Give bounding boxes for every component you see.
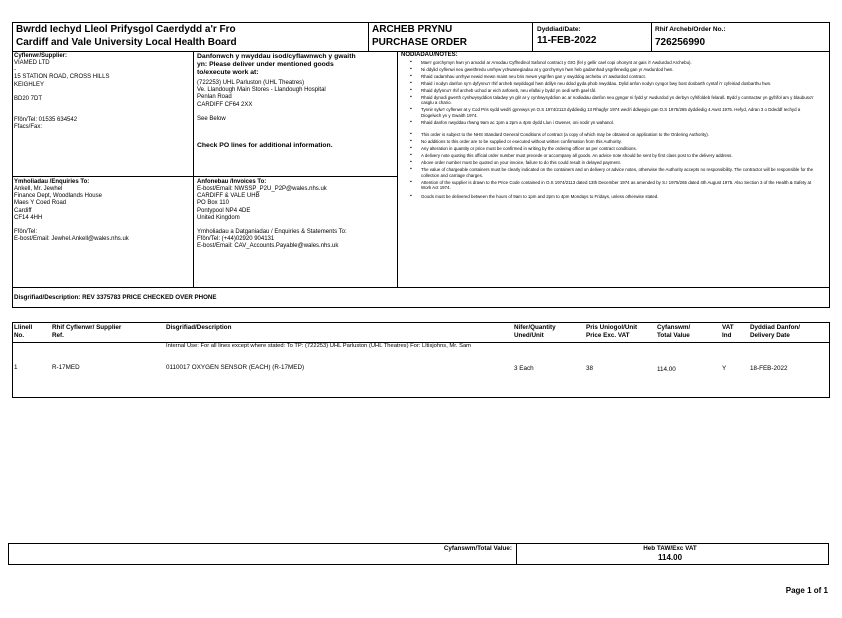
- delivery-line: CARDIFF CF64 2XX: [197, 101, 253, 108]
- invoices-line: PO Box 110: [197, 200, 229, 207]
- doc-title-welsh: ARCHEB PRYNU: [372, 24, 453, 35]
- enquiries-line: Finance Dept, Woodlands House: [14, 193, 102, 200]
- note-item: ▪ Tynnir sylw'r cyflenwr at y Cod Pris sydd wedi'i gynnwys yn O.S 1974/2113 dyddiedig 13 Rhagfyr 1974 wedi'i ddiwygio gan O.S 1975/265 dyddiedig 4 Awst 1975. Hefyd, Adran 3 o Ddeddf Iechyd a Diogelwch yn y Gwaith 1974.: [421, 107, 821, 118]
- enquiries-email: E-bost/Email: Jewhel.Ankell@wales.nhs.uk: [14, 236, 129, 243]
- cell-vat-ind: Y: [722, 365, 727, 372]
- enquiries-line: [14, 222, 129, 229]
- supplier-line: VIAMED LTD: [14, 60, 50, 66]
- invoices-line: Pontypool NP4 4DE: [197, 207, 251, 214]
- enquiries-line: Maes Y Coed Road: [14, 200, 67, 207]
- supplier-line: [14, 110, 109, 117]
- col-header-vat: VAT Ind: [722, 324, 734, 339]
- note-item: ▪ This order is subject to the NHS Standard General Conditions of contract (a copy of which may be obtained on application to the Ordering Authority).: [421, 132, 821, 137]
- statements-phone: Ffôn/Tel: (+44)02920 904131: [197, 236, 275, 243]
- date-label: Dyddiad/Date:: [537, 26, 581, 33]
- invoices-email: E-bost/Email: NWSSP_P2U_P2P@wales.nhs.uk: [197, 186, 327, 192]
- order-description: Disgrifiad/Description: REV 3375783 PRICE CHECKED OVER PHONE: [14, 294, 217, 301]
- total-exc-vat-label: Heb TAW/Exc VAT: [643, 545, 697, 552]
- note-item: ▪ The value of chargeable containers must be clearly indicated on the containers and on delivery or advice notes, otherwise the Authority accepts no responsibility. The contractor will be responsible for the collection and carriage charges.: [421, 167, 821, 178]
- delivery-line: (722253) UHL Parluston (UHL Theatres): [197, 80, 305, 86]
- enquiries-line: CF14 4HH: [14, 214, 43, 221]
- page-number: Page 1 of 1: [785, 586, 828, 595]
- org-name-welsh: Bwrdd Iechyd Lleol Prifysgol Caerdydd a'r Fro: [16, 24, 236, 35]
- note-item: ▪ Goods must be delivered between the hours of 9am to 1pm and 2pm to 4pm Mondays to Fridays, unless otherwise stated.: [421, 194, 821, 199]
- description-divider: [12, 287, 830, 288]
- supplier-line: BD20 7DT: [14, 95, 43, 102]
- cell-delivery-date: 18-FEB-2022: [750, 365, 788, 372]
- check-po-lines-note: Check PO lines for additional information.: [197, 142, 333, 149]
- invoices-label: Anfonebau /Invoices To:: [197, 179, 267, 185]
- note-item: ▪ Any alteration in quantity or price must be confirmed in writing by the ordering officer as per contract conditions.: [421, 146, 821, 151]
- note-item: ▪ A delivery note quoting this official order number must precede or accompany all goods. An advice note should be sent by first class post to the delivery address.: [421, 153, 821, 158]
- note-item: ▪ Rhaid dyfynnu'r rhif archeb uchod ar eich anfoneb, neu efallai y bydd yn oedi wrth gael tâl.: [421, 88, 821, 93]
- supplier-phone: Ffôn/Tel: 01535 634542: [14, 116, 78, 123]
- delivery-label: Danfonwch y nwyddau isod/cyflawnwch y gwaith yn: Please deliver under mentioned goods to/execute work at:: [197, 53, 356, 77]
- header-vdiv-3: [651, 22, 652, 51]
- enquiries-phone: Ffôn/Tel:: [14, 228, 38, 235]
- note-item: ▪ Above order number must be quoted on your invoice, failure to do this could result in delayed payment.: [421, 160, 821, 165]
- delivery-line: Penlan Road: [197, 94, 232, 101]
- enquiries-line: Cardiff: [14, 207, 32, 214]
- order-date: 11-FEB-2022: [537, 35, 597, 46]
- note-item: ▪ No additions to this order are to be supplied or executed without written confirmation from this Authority.: [421, 139, 821, 144]
- supplier-line: 15 STATION ROAD, CROSS HILLS: [14, 74, 110, 81]
- supplier-label: Cyflenwr/Supplier:: [14, 53, 68, 59]
- col-header-description: Disgrifiad/Description: [166, 324, 232, 331]
- note-item: ▪ Ni ddylid cyflenwi neu gweithredu unrhyw ychwanegiadau at y gorchymyn hwn heb gadarnhad ysgrifenedig gan yr Awdurdod hwn.: [421, 67, 821, 72]
- total-value: 114.00: [657, 553, 683, 562]
- enquiries-line: Ankell, Mr. Jewhel: [14, 186, 63, 192]
- statements-label: Ymholiadau a Datganiadau / Enquiries & Statements To:: [197, 228, 347, 235]
- totals-divider: [516, 543, 517, 565]
- note-item: ▪ Attention of the supplier is drawn to the Price Code contained in O.S 1974/2113 dated 13th December 1974 as amended by S.I 1975/265 dated 4th August 1975. Also Section 3 of the Health & Safety at Work Act 1974.: [421, 180, 821, 191]
- col-header-line-no: Llinell No.: [14, 324, 33, 339]
- invoices-line: CARDIFF & VALE UHB: [197, 193, 260, 200]
- col-header-total: Cyfanswm/ Total Value: [657, 324, 691, 339]
- note-item: ▪ Rhaid cadarnhau unrhyw newid mewn maint neu bris mewn ysgrifen gan y swyddog archebu o'r awdurdod contract.: [421, 74, 821, 79]
- supplier-delivery-divider: [193, 51, 194, 287]
- supplier-line: KEIGHLEY: [14, 81, 45, 88]
- cell-line-no: 1: [14, 364, 18, 371]
- note-item: ▪ Rhaid i nodyn danfon sy'n dyfynnu'r rhif archeb swyddogol hwn ddilyn neu ddod gyda phob nwyddau. Dylid anfon nodyn cyngor bwy bost dosbarth cyntaf i'r cyfeiriad dosbarthu hwn.: [421, 81, 821, 86]
- supplier-line: [14, 103, 109, 110]
- notes-list: [401, 60, 821, 201]
- internal-use-note: Internal Use: For all lines except where stated: To TP: (722253) UHL Parluston (UHL Theatres) For: Lltisjohns, Mr. Sam: [166, 343, 472, 349]
- supplier-line: [14, 89, 109, 96]
- invoices-line: [197, 222, 347, 229]
- col-header-supplier-ref: Rhif Cyflenwr/ Supplier Ref.: [52, 324, 122, 339]
- statements-email: E-bost/Email: CAV_Accounts.Payable@wales.nhs.uk: [197, 243, 339, 250]
- notes-title: NODIADAU/NOTES:: [401, 52, 458, 58]
- delivery-address: [197, 80, 326, 123]
- header-vdiv-1: [368, 22, 369, 51]
- cell-quantity: 3 Each: [514, 365, 534, 372]
- line-items-table: [12, 322, 830, 398]
- delivery-line: See Below: [197, 115, 226, 122]
- supplier-address: [14, 60, 109, 131]
- note-item: ▪ Rhaid danfon nwyddau rhwng 9am ac 1pm a 2pm a 4pm dydd Llun i Gwener, oni nodir yn wahanol.: [421, 120, 821, 125]
- order-number: 726256990: [655, 37, 706, 48]
- col-header-delivery-date: Dyddiad Danfon/ Delivery Date: [750, 324, 801, 339]
- delivery-line: [197, 109, 326, 116]
- note-item: ▪ Rhaid dynodi gwerth cynhwysyddion taladwy yn glir ar y cynhwysyddion ac ar nodiadau danfon neu gyngor ni fydd yr Awdurdod yn derbyn cyfrifoldeb felarall. Bydd y contractwr yn gyfrifol am y blaubuso'r casglu a chario.: [421, 95, 821, 106]
- address-divider: [12, 176, 397, 177]
- delivery-line: Ve. Llandough Main Stores - Llandough Hospital: [197, 87, 326, 94]
- invoices-line: United Kingdom: [197, 214, 240, 221]
- note-item: ▪ Mae'r gorchymyn hwn yn amodol ar Amodau Cyffredinol Safonol contract y GIG (fel y gellir cael copi ohonynt ar gais i'r Awdurdod Archebu).: [421, 60, 821, 65]
- col-header-quantity: Nifer/Quantity Uned/Unit: [514, 324, 556, 339]
- total-value-label: Cyfanswm/Total Value:: [443, 545, 512, 552]
- supplier-fax: Ffacs/Fax:: [14, 124, 43, 131]
- col-header-unit-price: Pris Uniogol/Unit Price Exc. VAT: [586, 324, 638, 339]
- enquiries-contact: [14, 186, 129, 243]
- header-vdiv-2: [532, 22, 533, 51]
- cell-description: 0110017 OXYGEN SENSOR (EACH) (R-17MED): [166, 364, 305, 371]
- enquiries-label: Ymholiadau /Enquiries To:: [14, 179, 90, 185]
- invoices-contact: [197, 186, 347, 251]
- cell-unit-price: 38: [586, 365, 594, 372]
- cell-total: 114.00: [657, 366, 676, 373]
- cell-supplier-ref: R-17MED: [52, 364, 80, 371]
- notes-divider: [397, 51, 398, 287]
- doc-title-english: PURCHASE ORDER: [372, 37, 468, 48]
- supplier-line: -: [14, 67, 16, 74]
- org-name-english: Cardiff and Vale University Local Health Board: [16, 37, 237, 48]
- order-number-label: Rhif Archeb/Order No.:: [655, 26, 726, 33]
